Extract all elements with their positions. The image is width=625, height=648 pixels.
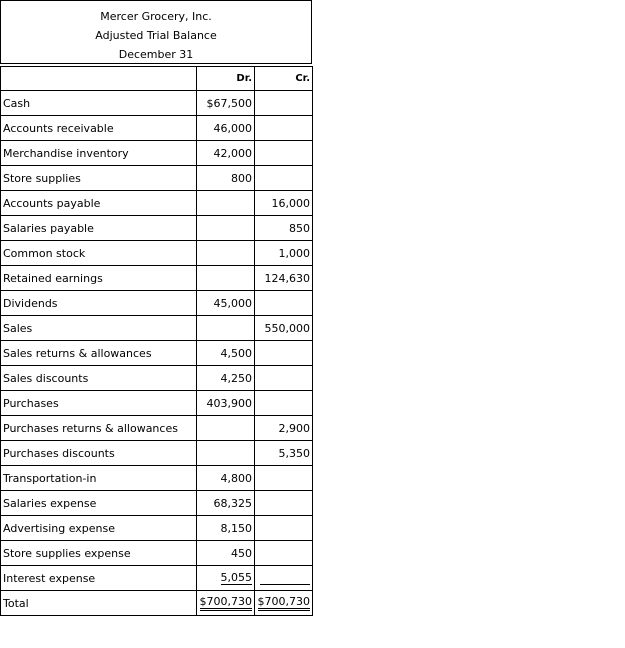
account-row [1, 566, 313, 591]
account-name: Transportation-in [1, 466, 197, 491]
credit-amount: 16,000 [255, 191, 313, 216]
account-row [1, 541, 313, 566]
credit-amount: 550,000 [255, 316, 313, 341]
account-row [1, 466, 313, 491]
debit-amount [197, 241, 255, 266]
credit-amount [255, 541, 313, 566]
account-row [1, 191, 313, 216]
debit-amount: 68,325 [197, 491, 255, 516]
account-name: Sales [1, 316, 197, 341]
account-row [1, 266, 313, 291]
debit-amount: 8,150 [197, 516, 255, 541]
account-row [1, 516, 313, 541]
credit-amount [255, 341, 313, 366]
account-name: Purchases returns & allowances [1, 416, 197, 441]
account-name: Advertising expense [1, 516, 197, 541]
account-row [1, 391, 313, 416]
total-debit-value: $700,730 [200, 595, 253, 611]
account-name: Common stock [1, 241, 197, 266]
debit-amount: 42,000 [197, 141, 255, 166]
account-name: Accounts payable [1, 191, 197, 216]
account-row [1, 491, 313, 516]
credit-amount [255, 116, 313, 141]
account-row [1, 141, 313, 166]
credit-amount [255, 566, 313, 591]
total-credit-value: $700,730 [258, 595, 311, 611]
credit-amount [255, 141, 313, 166]
credit-amount: 5,350 [255, 441, 313, 466]
account-row [1, 291, 313, 316]
debit-amount [197, 191, 255, 216]
credit-amount: 124,630 [255, 266, 313, 291]
total-label: Total [1, 591, 197, 616]
credit-column-header: Cr. [255, 67, 313, 91]
account-row [1, 216, 313, 241]
account-row [1, 116, 313, 141]
debit-amount-value: 5,055 [220, 571, 252, 584]
credit-amount [255, 491, 313, 516]
account-name: Sales returns & allowances [1, 341, 197, 366]
debit-amount [197, 441, 255, 466]
debit-amount [197, 416, 255, 441]
credit-amount [255, 516, 313, 541]
debit-amount [197, 316, 255, 341]
company-name: Mercer Grocery, Inc. [100, 10, 212, 23]
credit-amount [255, 366, 313, 391]
debit-amount [197, 566, 255, 591]
debit-amount [197, 216, 255, 241]
credit-amount [255, 166, 313, 191]
total-credit [255, 591, 313, 616]
account-name: Store supplies [1, 166, 197, 191]
trial-balance-sheet [0, 0, 312, 616]
account-name: Merchandise inventory [1, 141, 197, 166]
debit-amount [197, 266, 255, 291]
account-name: Dividends [1, 291, 197, 316]
account-name: Salaries expense [1, 491, 197, 516]
statement-date: December 31 [118, 48, 194, 61]
credit-amount [255, 91, 313, 116]
debit-amount: 403,900 [197, 391, 255, 416]
account-row [1, 441, 313, 466]
statement-title: Adjusted Trial Balance [95, 29, 217, 42]
debit-amount: $67,500 [197, 91, 255, 116]
account-name: Salaries payable [1, 216, 197, 241]
account-name: Store supplies expense [1, 541, 197, 566]
account-row [1, 341, 313, 366]
debit-amount: 800 [197, 166, 255, 191]
debit-amount: 4,800 [197, 466, 255, 491]
credit-amount: 1,000 [255, 241, 313, 266]
debit-amount: 450 [197, 541, 255, 566]
account-row [1, 416, 313, 441]
debit-column-header: Dr. [197, 67, 255, 91]
debit-amount: 4,500 [197, 341, 255, 366]
account-row [1, 91, 313, 116]
debit-amount: 46,000 [197, 116, 255, 141]
credit-amount [255, 466, 313, 491]
credit-amount-value [260, 572, 310, 585]
account-column-header [1, 67, 197, 91]
account-name: Interest expense [1, 566, 197, 591]
account-row [1, 366, 313, 391]
account-name: Accounts receivable [1, 116, 197, 141]
credit-amount: 850 [255, 216, 313, 241]
account-name: Purchases [1, 391, 197, 416]
debit-amount: 4,250 [197, 366, 255, 391]
account-row [1, 316, 313, 341]
account-name: Sales discounts [1, 366, 197, 391]
account-name: Purchases discounts [1, 441, 197, 466]
account-row [1, 166, 313, 191]
credit-amount: 2,900 [255, 416, 313, 441]
trial-balance-table [0, 66, 313, 616]
column-header-row [1, 67, 313, 91]
total-row [1, 591, 313, 616]
total-debit [197, 591, 255, 616]
account-row [1, 241, 313, 266]
debit-amount: 45,000 [197, 291, 255, 316]
credit-amount [255, 291, 313, 316]
account-name: Cash [1, 91, 197, 116]
account-name: Retained earnings [1, 266, 197, 291]
statement-header [0, 0, 312, 64]
credit-amount [255, 391, 313, 416]
